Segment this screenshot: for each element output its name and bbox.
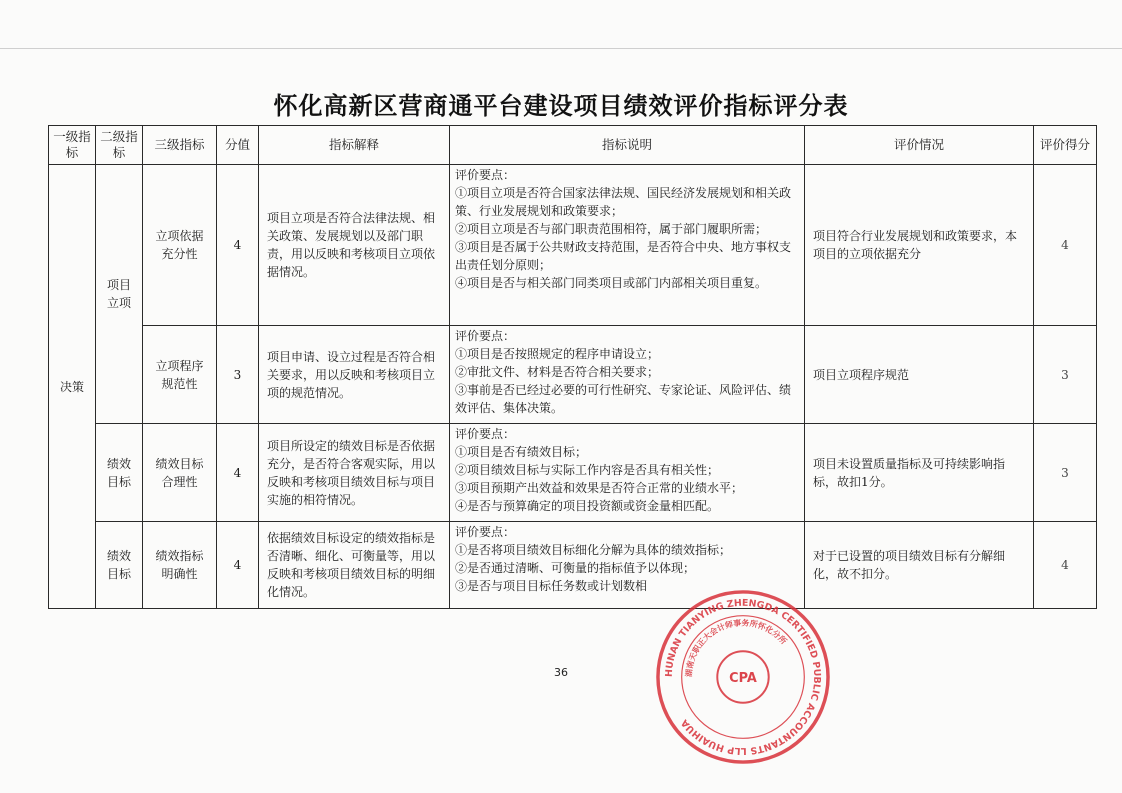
description-point: 评价要点： [455,168,516,182]
header-description: 指标说明 [450,126,805,165]
score-value-cell: 3 [217,326,259,424]
description-cell [450,326,805,424]
level2-cell: 项目立项 [96,165,143,424]
description-cell [450,424,805,522]
table-row [49,424,1097,522]
explanation-cell: 依据绩效目标设定的绩效指标是否清晰、细化、可衡量等，用以反映和考核项目绩效目标的明细化情况。 [259,522,450,609]
description-point: ②审批文件、材料是否符合相关要求； [455,365,660,379]
header-level2: 二级指标 [96,126,143,165]
explanation-cell: 项目所设定的绩效目标是否依据充分，是否符合客观实际，用以反映和考核项目绩效目标与项目实施的相符情况。 [259,424,450,522]
description-point: ③项目预期产出效益和效果是否符合正常的业绩水平； [455,481,744,495]
description-point: 评价要点： [455,329,516,343]
level3-cell: 立项程序规范性 [143,326,217,424]
score-value-cell: 4 [217,522,259,609]
result-score-cell: 4 [1034,165,1097,326]
evaluation-cell: 项目未设置质量指标及可持续影响指标，故扣1分。 [805,424,1034,522]
table-row [49,165,1097,326]
result-score-cell: 3 [1034,326,1097,424]
scoring-table [48,125,1097,609]
level3-cell: 绩效目标合理性 [143,424,217,522]
description-point: ③事前是否已经过必要的可行性研究、专家论证、风险评估、绩效评估、集体决策。 [455,383,792,415]
explanation-cell: 项目申请、设立过程是否符合相关要求，用以反映和考核项目立项的规范情况。 [259,326,450,424]
explanation-cell: 项目立项是否符合法律法规、相关政策、发展规划以及部门职责，用以反映和考核项目立项依据情况。 [259,165,450,326]
description-point: ①项目是否按照规定的程序申请设立； [455,347,660,361]
description-point: ①项目是否有绩效目标； [455,445,588,459]
header-evaluation: 评价情况 [805,126,1034,165]
level2-cell: 绩效目标 [96,522,143,609]
evaluation-cell: 项目立项程序规范 [805,326,1034,424]
description-point: ②是否通过清晰、可衡量的指标值予以体现； [455,561,696,575]
seal-outer-text: HUNAN TIANYING ZHENGDA CERTIFIED PUBLIC ACCOUNTANTS LLP HUAIHUA [663,597,823,757]
seal-center-text: CPA [729,670,757,686]
header-score-value: 分值 [217,126,259,165]
header-level1: 一级指标 [49,126,96,165]
description-point: 评价要点： [455,427,516,441]
svg-text:湖南天职正大会计师事务所怀化分所 [683,617,789,678]
description-point: ②项目绩效目标与实际工作内容是否具有相关性； [455,463,720,477]
cpa-seal-stamp [654,588,832,766]
header-result-score: 评价得分 [1034,126,1097,165]
result-score-cell: 3 [1034,424,1097,522]
header-row [49,126,1097,165]
description-point: ③项目是否属于公共财政支持范围，是否符合中央、地方事权支出责任划分原则； [455,240,792,272]
table-row [49,522,1097,609]
page-number: 36 [554,666,568,679]
description-point: ①项目立项是否符合国家法律法规、国民经济发展规划和相关政策、行业发展规划和政策要求； [455,186,792,218]
description-point: ④是否与预算确定的项目投资额或资金量相匹配。 [455,499,720,513]
top-rule [0,48,1122,49]
page-title: 怀化高新区营商通平台建设项目绩效评价指标评分表 [273,92,849,120]
result-score-cell: 4 [1034,522,1097,609]
description-point: 评价要点： [455,525,516,539]
score-value-cell: 4 [217,165,259,326]
description-point: ①是否将项目绩效目标细化分解为具体的绩效指标； [455,543,732,557]
header-level3: 三级指标 [143,126,217,165]
header-explanation: 指标解释 [259,126,450,165]
description-point: ③是否与项目目标任务数或计划数相 [455,579,648,593]
score-value-cell: 4 [217,424,259,522]
table-row [49,326,1097,424]
evaluation-cell: 对于已设置的项目绩效目标有分解细化，故不扣分。 [805,522,1034,609]
level1-cell: 决策 [49,165,96,609]
level3-cell: 立项依据充分性 [143,165,217,326]
seal-inner-text: 湖南天职正大会计师事务所怀化分所 [684,618,789,678]
level2-cell: 绩效目标 [96,424,143,522]
evaluation-cell: 项目符合行业发展规划和政策要求，本项目的立项依据充分 [805,165,1034,326]
level3-cell: 绩效指标明确性 [143,522,217,609]
description-point: ④项目是否与相关部门同类项目或部门内部相关项目重复。 [455,276,768,290]
description-cell [450,165,805,326]
description-point: ②项目立项是否与部门职责范围相符，属于部门履职所需； [455,222,768,236]
